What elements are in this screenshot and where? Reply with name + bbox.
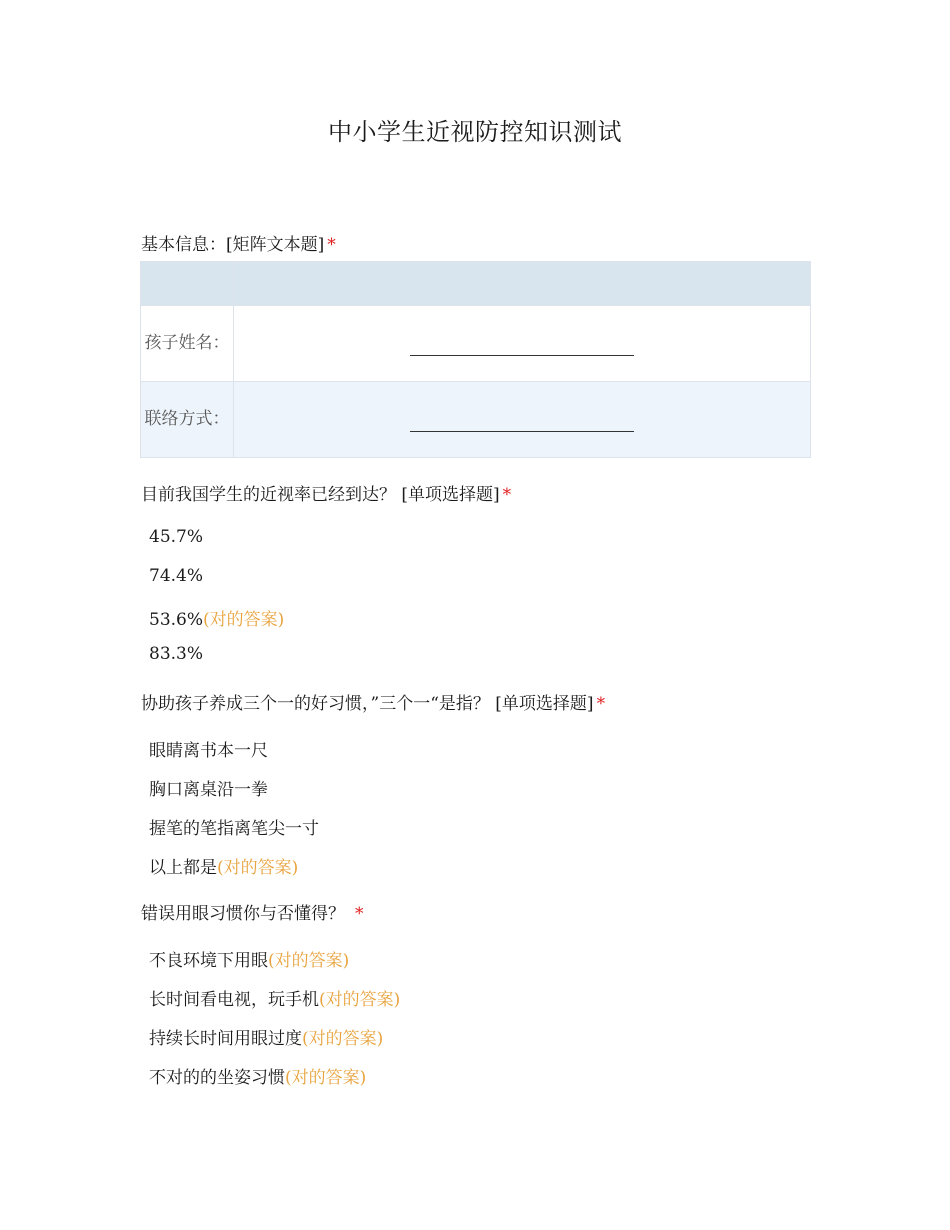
correct-answer-tag: (对的答案) <box>319 990 401 1010</box>
option-item[interactable] <box>149 775 268 800</box>
option-item[interactable] <box>149 566 203 586</box>
option-item[interactable] <box>149 605 284 630</box>
option-text: 握笔的笔指离笔尖一寸 <box>149 819 319 839</box>
matrix-header-cell <box>234 262 811 306</box>
question-text: 协助孩子养成三个一的好习惯，”三个一“是指？ [单项选择题] <box>141 694 594 714</box>
matrix-row-child-name <box>141 306 811 382</box>
option-text: 53.6% <box>149 610 204 630</box>
option-text: 以上都是 <box>149 858 217 878</box>
matrix-row-label: 联络方式： <box>141 382 234 458</box>
option-item[interactable] <box>149 985 400 1010</box>
correct-answer-tag: (对的答案) <box>285 1068 367 1088</box>
required-marker: * <box>327 235 336 255</box>
option-text: 83.3% <box>149 644 204 664</box>
option-item[interactable] <box>149 1063 366 1088</box>
option-text: 不对的的坐姿习惯 <box>149 1068 285 1088</box>
question-text: 基本信息：[矩阵文本题] <box>141 235 325 255</box>
option-item[interactable] <box>149 1024 383 1049</box>
option-item[interactable] <box>149 946 349 971</box>
option-item[interactable] <box>149 814 319 839</box>
option-item[interactable] <box>149 853 298 878</box>
required-marker: * <box>502 485 512 505</box>
option-text: 74.4% <box>149 566 204 586</box>
child-name-field[interactable] <box>234 306 811 382</box>
required-marker: * <box>596 694 606 714</box>
option-item[interactable] <box>149 736 268 761</box>
matrix-row-label: 孩子姓名： <box>141 306 234 382</box>
question-three-ones <box>141 689 605 714</box>
option-text: 持续长时间用眼过度 <box>149 1029 302 1049</box>
matrix-row-contact <box>141 382 811 458</box>
matrix-header-row <box>141 262 811 306</box>
option-item[interactable] <box>149 527 203 547</box>
contact-field[interactable] <box>234 382 811 458</box>
option-item[interactable] <box>149 644 203 664</box>
correct-answer-tag: (对的答案) <box>217 858 299 878</box>
question-text: 目前我国学生的近视率已经到达？ [单项选择题] <box>141 485 500 505</box>
correct-answer-tag: (对的答案) <box>268 951 350 971</box>
correct-answer-tag: (对的答案) <box>302 1029 384 1049</box>
matrix-header-cell <box>141 262 234 306</box>
matrix-table <box>140 261 811 458</box>
question-myopia-rate <box>141 480 511 505</box>
page-title: 中小学生近视防控知识测试 <box>328 118 622 146</box>
fill-blank-line <box>410 345 634 356</box>
option-text: 不良环境下用眼 <box>149 951 268 971</box>
fill-blank-line <box>410 421 634 432</box>
question-text: 错误用眼习惯你与否懂得？ <box>141 904 345 924</box>
option-text: 眼睛离书本一尺 <box>149 741 268 761</box>
question-basic-info <box>141 230 336 255</box>
required-marker: * <box>355 904 364 924</box>
option-text: 长时间看电视，玩手机 <box>149 990 319 1010</box>
correct-answer-tag: (对的答案) <box>203 610 285 630</box>
question-bad-habits <box>141 899 364 924</box>
option-text: 45.7% <box>149 527 204 547</box>
option-text: 胸口离桌沿一拳 <box>149 780 268 800</box>
